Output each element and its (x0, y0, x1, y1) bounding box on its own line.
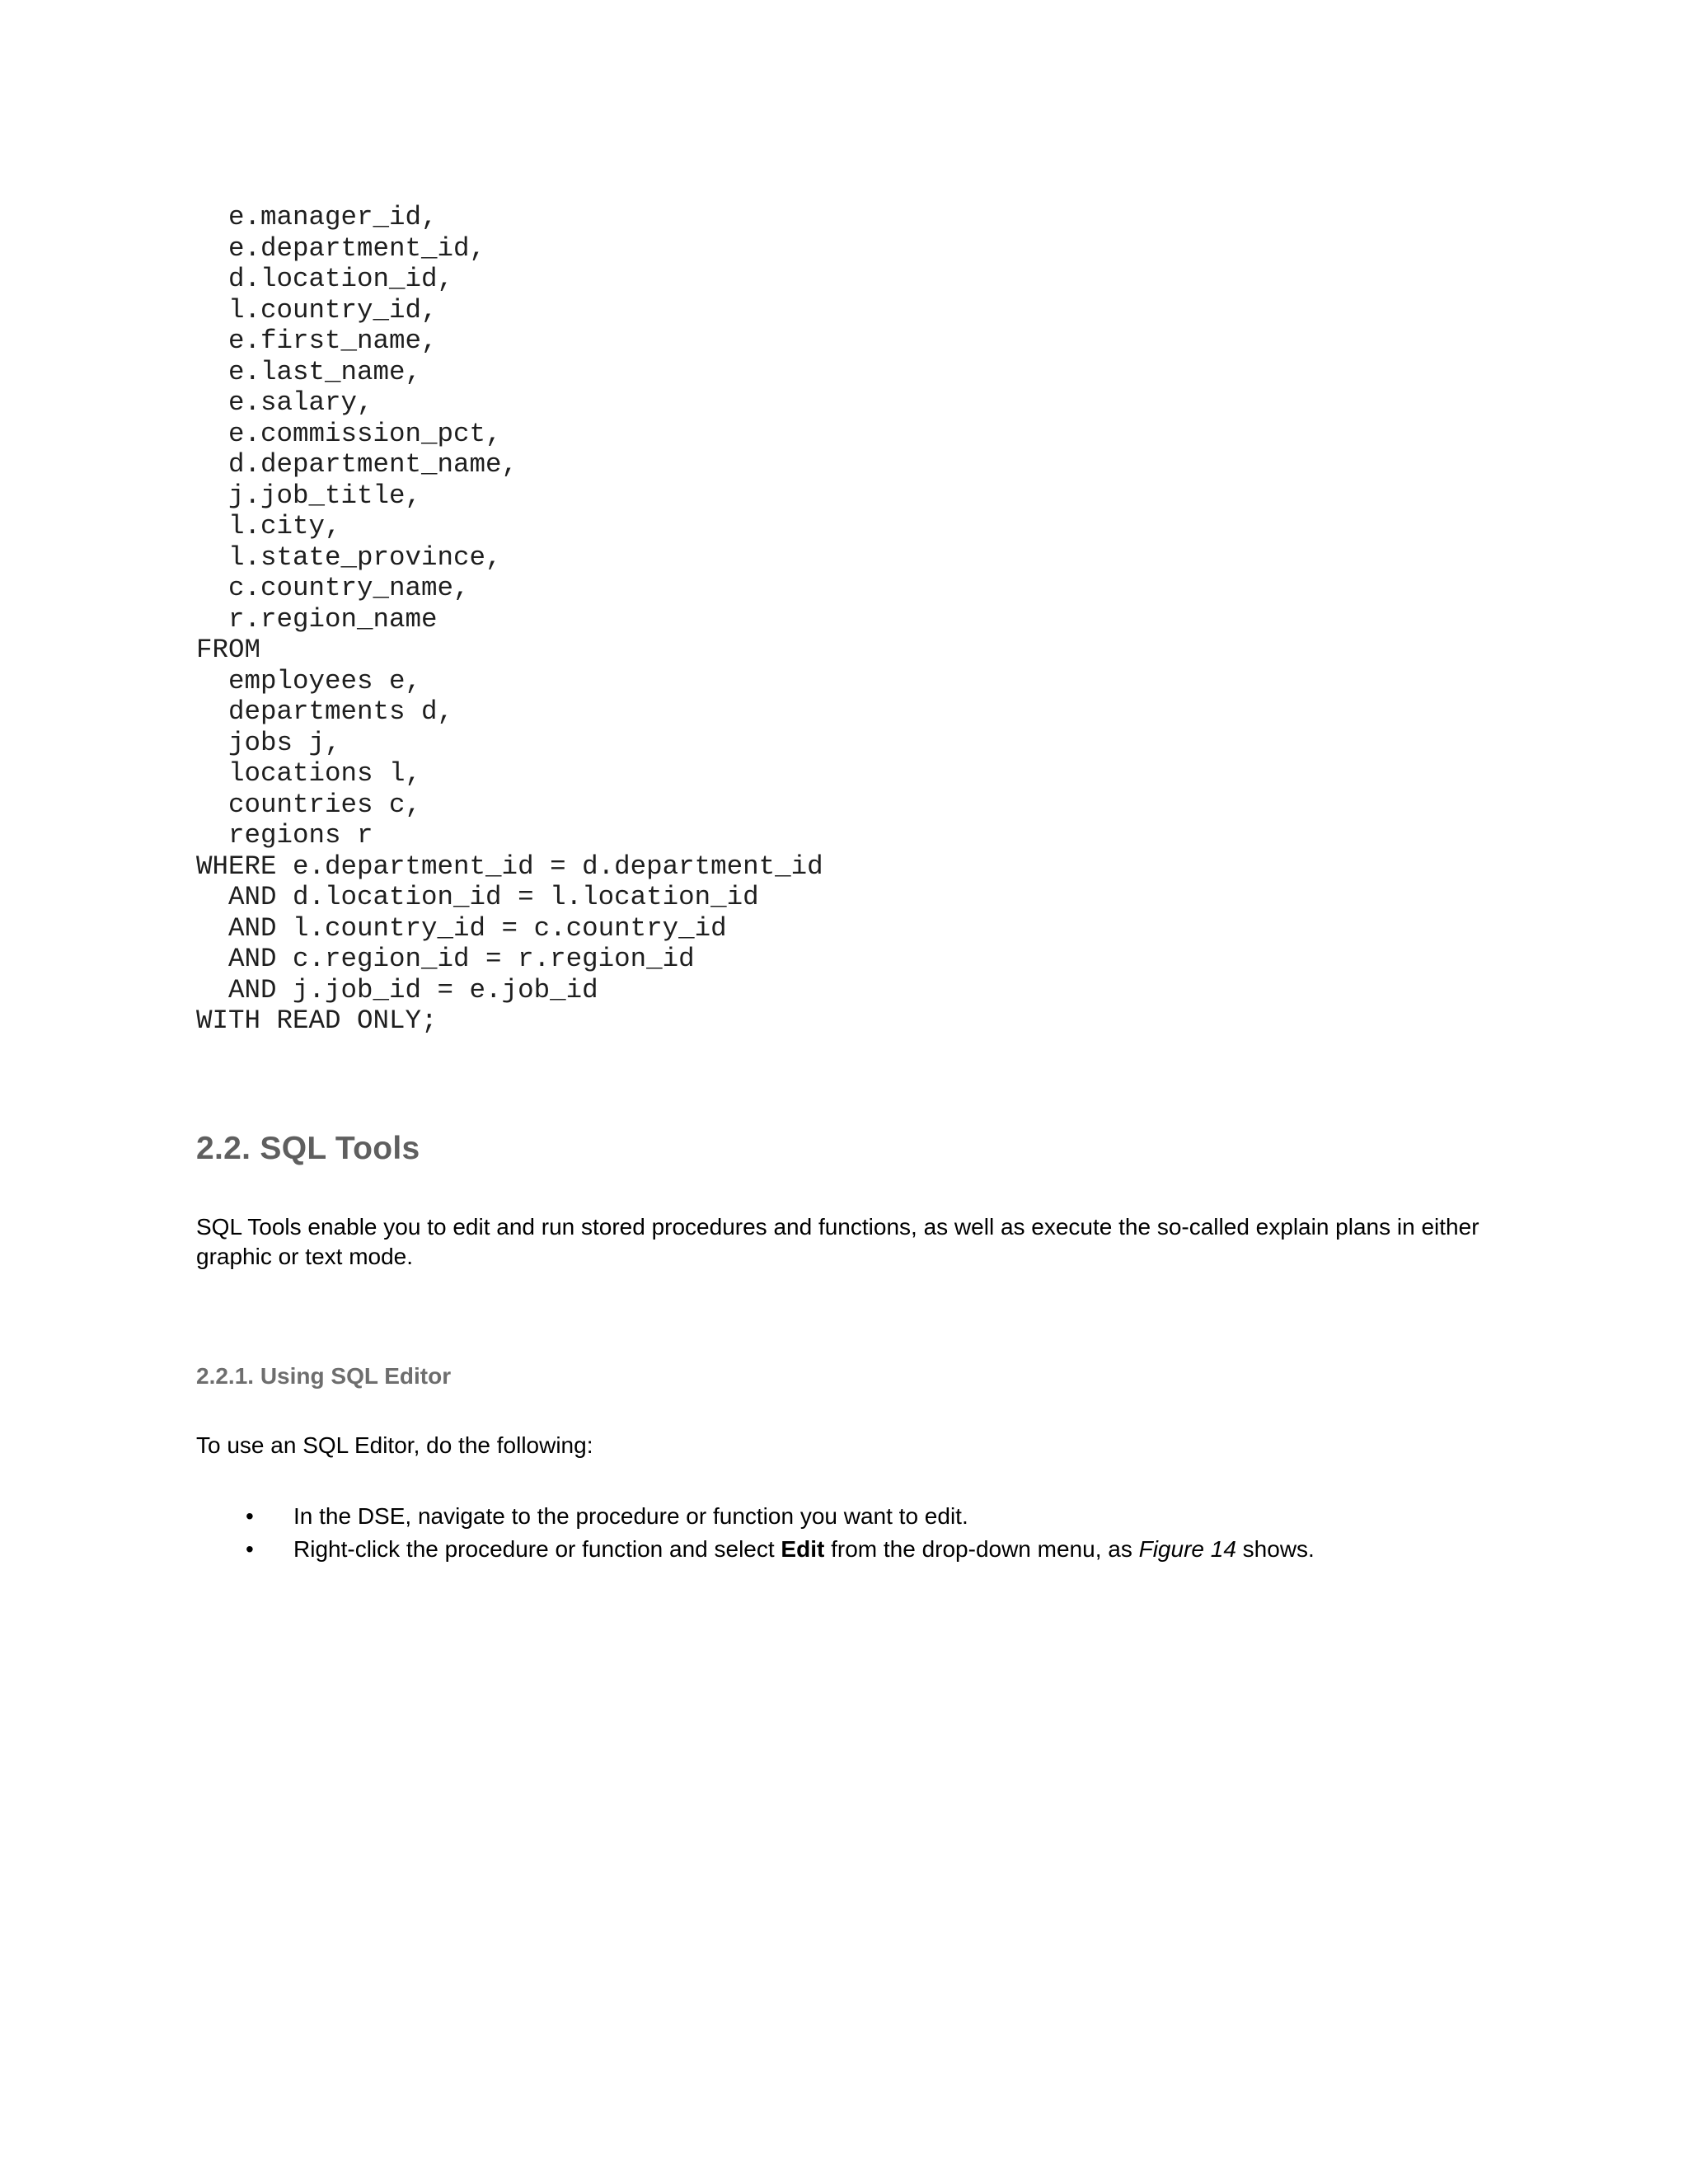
bullet-marker: • (246, 1503, 254, 1529)
code-line: FROM (196, 635, 261, 665)
code-line: WHERE e.department_id = d.department_id (196, 851, 823, 882)
code-line: e.manager_id, (196, 202, 438, 232)
subsection-intro: To use an SQL Editor, do the following: (196, 1432, 593, 1458)
code-line: e.department_id, (196, 232, 486, 264)
code-line: jobs j, (196, 727, 341, 758)
code-line: d.department_name, (196, 449, 518, 480)
code-line: d.location_id, (196, 264, 454, 294)
code-line: e.last_name, (196, 356, 422, 387)
subsection-heading: 2.2.1. Using SQL Editor (196, 1363, 452, 1389)
code-line: e.commission_pct, (196, 418, 502, 449)
code-line: AND j.job_id = e.job_id (196, 974, 598, 1005)
list-item-text: shows. (1236, 1536, 1315, 1562)
code-line: l.city, (196, 511, 341, 541)
figure-reference: Figure 14 (1138, 1536, 1236, 1562)
code-line: AND l.country_id = c.country_id (196, 912, 727, 944)
code-line: l.state_province, (196, 541, 502, 573)
code-line: r.region_name (196, 603, 438, 635)
list-item-text: In the DSE, navigate to the procedure or function you want to edit. (293, 1503, 968, 1529)
sql-code-block (196, 202, 823, 1037)
code-line: departments d, (196, 696, 454, 727)
code-line: WITH READ ONLY; (196, 1005, 438, 1036)
code-line: AND c.region_id = r.region_id (196, 944, 695, 974)
bullet-marker: • (246, 1536, 254, 1562)
list-item (196, 1533, 1315, 1566)
section-paragraph: SQL Tools enable you to edit and run stored procedures and functions, as well as execute the so-called explain plans in either graphic or text mode. (196, 1214, 1479, 1269)
code-line: employees e, (196, 665, 422, 696)
code-line: c.country_name, (196, 573, 470, 603)
code-line: regions r (196, 820, 373, 851)
list-item-text: Right-click the procedure or function and select (293, 1536, 781, 1562)
code-line: e.first_name, (196, 326, 438, 356)
code-line: AND d.location_id = l.location_id (196, 882, 759, 912)
list-item-text: from the drop-down menu, as (824, 1536, 1139, 1562)
section-heading: 2.2. SQL Tools (196, 1131, 420, 1166)
list-item (196, 1500, 1315, 1533)
code-line: countries c, (196, 789, 422, 820)
code-line: l.country_id, (196, 294, 438, 326)
edit-menu-label: Edit (781, 1536, 825, 1562)
code-line: j.job_title, (196, 480, 422, 511)
code-line: e.salary, (196, 387, 373, 418)
steps-list (196, 1500, 1315, 1566)
code-line: locations l, (196, 758, 422, 789)
